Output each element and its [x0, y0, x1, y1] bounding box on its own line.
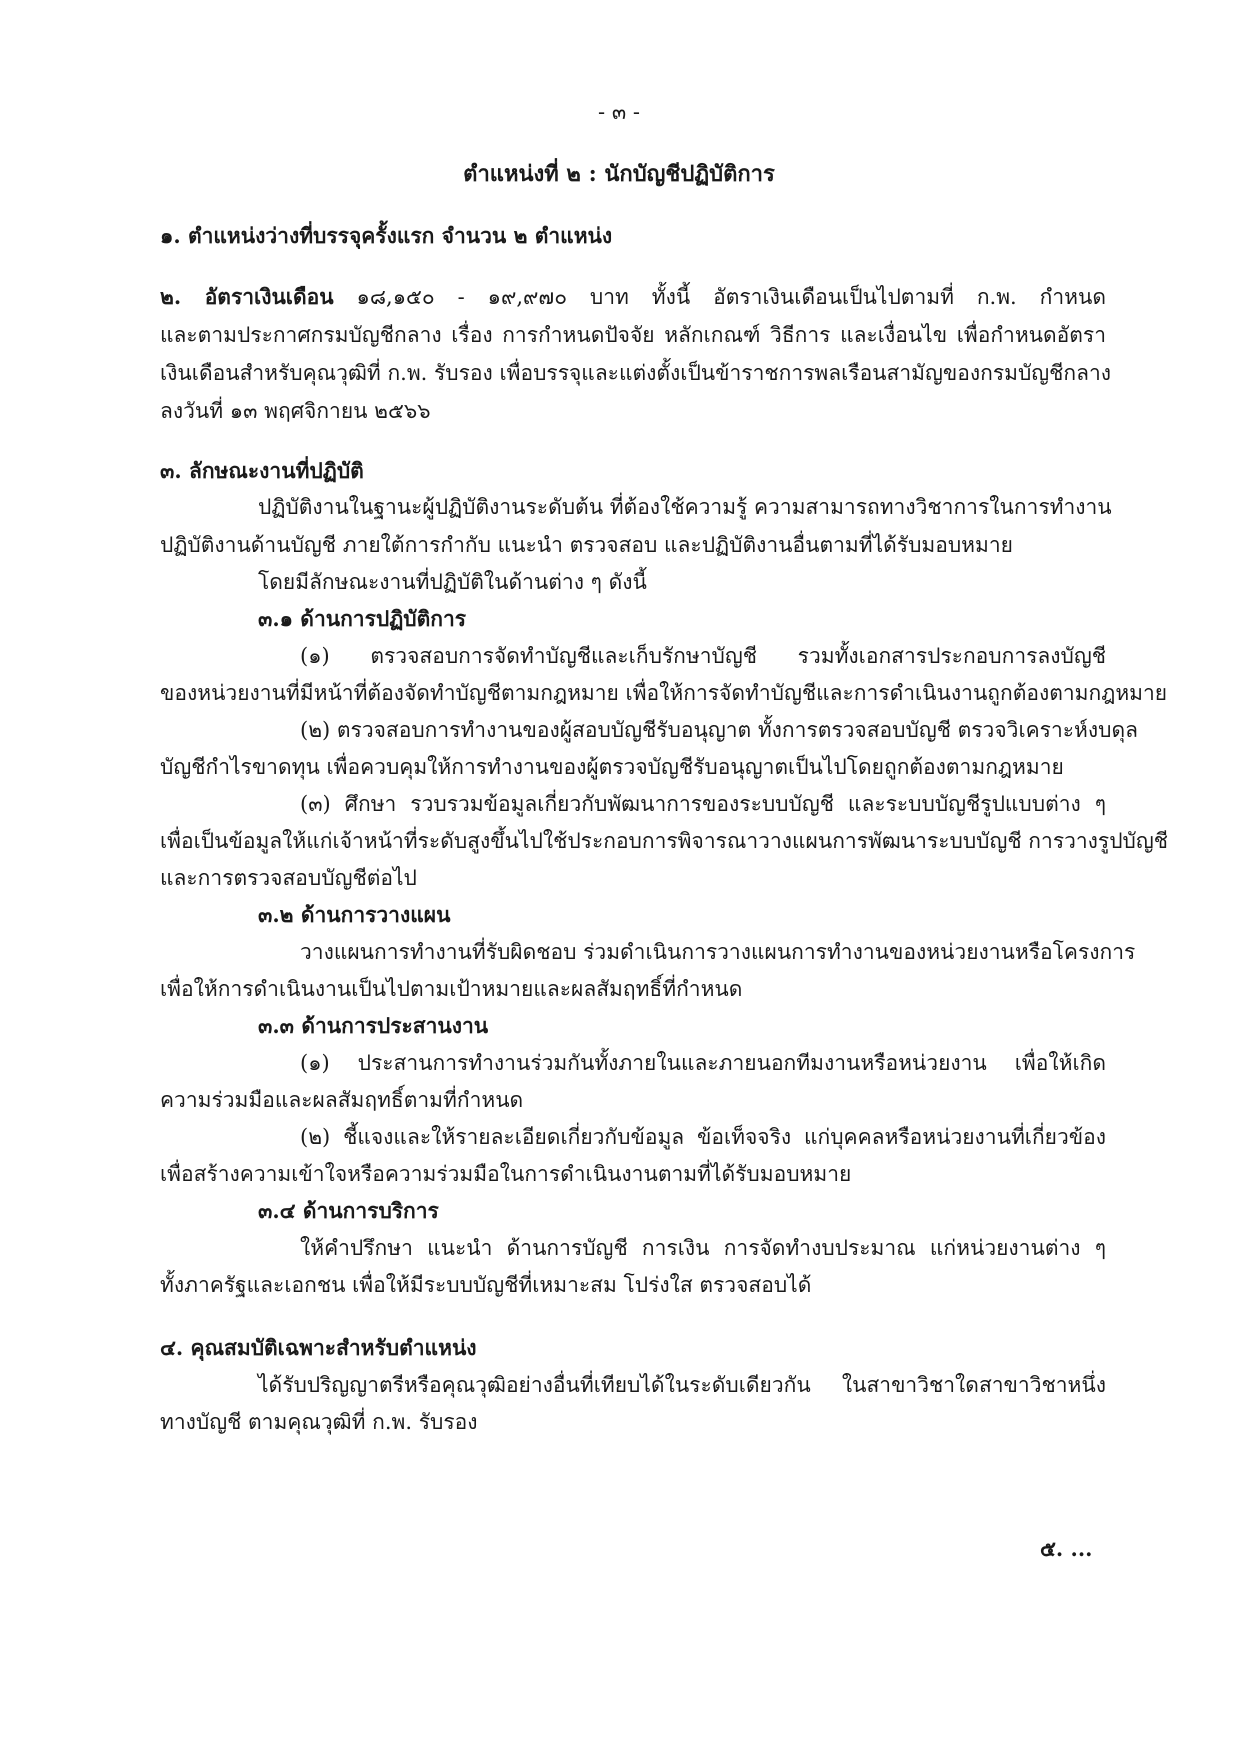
section-2-heading: ๒. อัตราเงินเดือน [160, 284, 334, 309]
body-line: ของหน่วยงานที่มีหน้าที่ต้องจัดทำบัญชีตามกฎหมาย เพื่อให้การจัดทำบัญชีและการดำเนินงานถูกต้องตามกฎหมาย [160, 681, 1168, 705]
body-line: (๒) ชี้แจงและให้รายละเอียดเกี่ยวกับข้อมูล ข้อเท็จจริง แก่บุคคลหรือหน่วยงานที่เกี่ยวข้อง [300, 1125, 1106, 1149]
body-line: บัญชีกำไรขาดทุน เพื่อควบคุมให้การทำงานของผู้ตรวจบัญชีรับอนุญาตเป็นไปโดยถูกต้องตามกฎหมาย [160, 755, 1064, 779]
section-4-heading: ๔. คุณสมบัติเฉพาะสำหรับตำแหน่ง [160, 1335, 477, 1360]
section-2-line: เงินเดือนสำหรับคุณวุฒิที่ ก.พ. รับรอง เพื่อบรรจุและแต่งตั้งเป็นข้าราชการพลเรือนสามัญของกรมบัญชีกลาง [160, 361, 1112, 385]
section-2-line [160, 283, 1106, 311]
body-line: ทั้งภาครัฐและเอกชน เพื่อให้มีระบบบัญชีที่เหมาะสม โปร่งใส ตรวจสอบได้ [160, 1273, 812, 1297]
body-line: ให้คำปรึกษา แนะนำ ด้านการบัญชี การเงิน การจัดทำงบประมาณ แก่หน่วยงานต่าง ๆ [300, 1236, 1106, 1260]
body-line: (๒) ตรวจสอบการทำงานของผู้สอบบัญชีรับอนุญาต ทั้งการตรวจสอบบัญชี ตรวจวิเคราะห์งบดุล [300, 718, 1138, 742]
position-title: ตำแหน่งที่ ๒ : นักบัญชีปฏิบัติการ [463, 161, 775, 187]
section-2-text: ๑๘,๑๕๐ - ๑๙,๙๗๐ บาท ทั้งนี้ อัตราเงินเดือนเป็นไปตามที่ ก.พ. กำหนด [356, 285, 1106, 309]
section-1-heading: ๑. ตำแหน่งว่างที่บรรจุครั้งแรก จำนวน ๒ ตำแหน่ง [160, 223, 613, 248]
body-line: ทางบัญชี ตามคุณวุฒิที่ ก.พ. รับรอง [160, 1410, 478, 1434]
body-line: วางแผนการทำงานที่รับผิดชอบ ร่วมดำเนินการวางแผนการทำงานของหน่วยงานหรือโครงการ [300, 940, 1136, 964]
body-line: เพื่อสร้างความเข้าใจหรือความร่วมมือในการดำเนินงานตามที่ได้รับมอบหมาย [160, 1162, 852, 1186]
body-line: (๓) ศึกษา รวบรวมข้อมูลเกี่ยวกับพัฒนาการของระบบบัญชี และระบบบัญชีรูปแบบต่าง ๆ [300, 792, 1106, 816]
body-line: เพื่อเป็นข้อมูลให้แก่เจ้าหน้าที่ระดับสูงขึ้นไปใช้ประกอบการพิจารณาวางแผนการพัฒนาระบบบัญชี การวางรูปบัญชี [160, 829, 1169, 853]
section-2-line: และตามประกาศกรมบัญชีกลาง เรื่อง การกำหนดปัจจัย หลักเกณฑ์ วิธีการ และเงื่อนไข เพื่อกำหนดอัตรา [160, 323, 1106, 347]
continuation-marker: ๕. ... [1040, 1536, 1093, 1561]
subsection-heading: ๓.๒ ด้านการวางแผน [258, 902, 451, 927]
body-line: ได้รับปริญญาตรีหรือคุณวุฒิอย่างอื่นที่เทียบได้ในระดับเดียวกัน ในสาขาวิชาใดสาขาวิชาหนึ่ง [258, 1373, 1106, 1397]
section-3-heading: ๓. ลักษณะงานที่ปฏิบัติ [160, 458, 364, 483]
body-line: ปฏิบัติงานด้านบัญชี ภายใต้การกำกับ แนะนำ ตรวจสอบ และปฏิบัติงานอื่นตามที่ได้รับมอบหมาย [160, 533, 1013, 557]
section-2-line: ลงวันที่ ๑๓ พฤศจิกายน ๒๕๖๖ [160, 399, 431, 423]
subsection-heading: ๓.๓ ด้านการประสานงาน [258, 1013, 489, 1038]
body-line: ความร่วมมือและผลสัมฤทธิ์ตามที่กำหนด [160, 1088, 524, 1112]
body-line: โดยมีลักษณะงานที่ปฏิบัติในด้านต่าง ๆ ดังนี้ [258, 570, 647, 594]
page-number: - ๓ - [598, 100, 640, 124]
subsection-heading: ๓.๔ ด้านการบริการ [258, 1198, 439, 1223]
body-line: และการตรวจสอบบัญชีต่อไป [160, 866, 417, 890]
body-line: (๑) ประสานการทำงานร่วมกันทั้งภายในและภายนอกทีมงานหรือหน่วยงาน เพื่อให้เกิด [300, 1051, 1106, 1075]
body-line: เพื่อให้การดำเนินงานเป็นไปตามเป้าหมายและผลสัมฤทธิ์ที่กำหนด [160, 977, 743, 1001]
body-line: (๑) ตรวจสอบการจัดทำบัญชีและเก็บรักษาบัญชี รวมทั้งเอกสารประกอบการลงบัญชี [300, 644, 1106, 668]
subsection-heading: ๓.๑ ด้านการปฏิบัติการ [258, 606, 467, 631]
body-line: ปฏิบัติงานในฐานะผู้ปฏิบัติงานระดับต้น ที่ต้องใช้ความรู้ ความสามารถทางวิชาการในการทำงาน [258, 495, 1112, 519]
